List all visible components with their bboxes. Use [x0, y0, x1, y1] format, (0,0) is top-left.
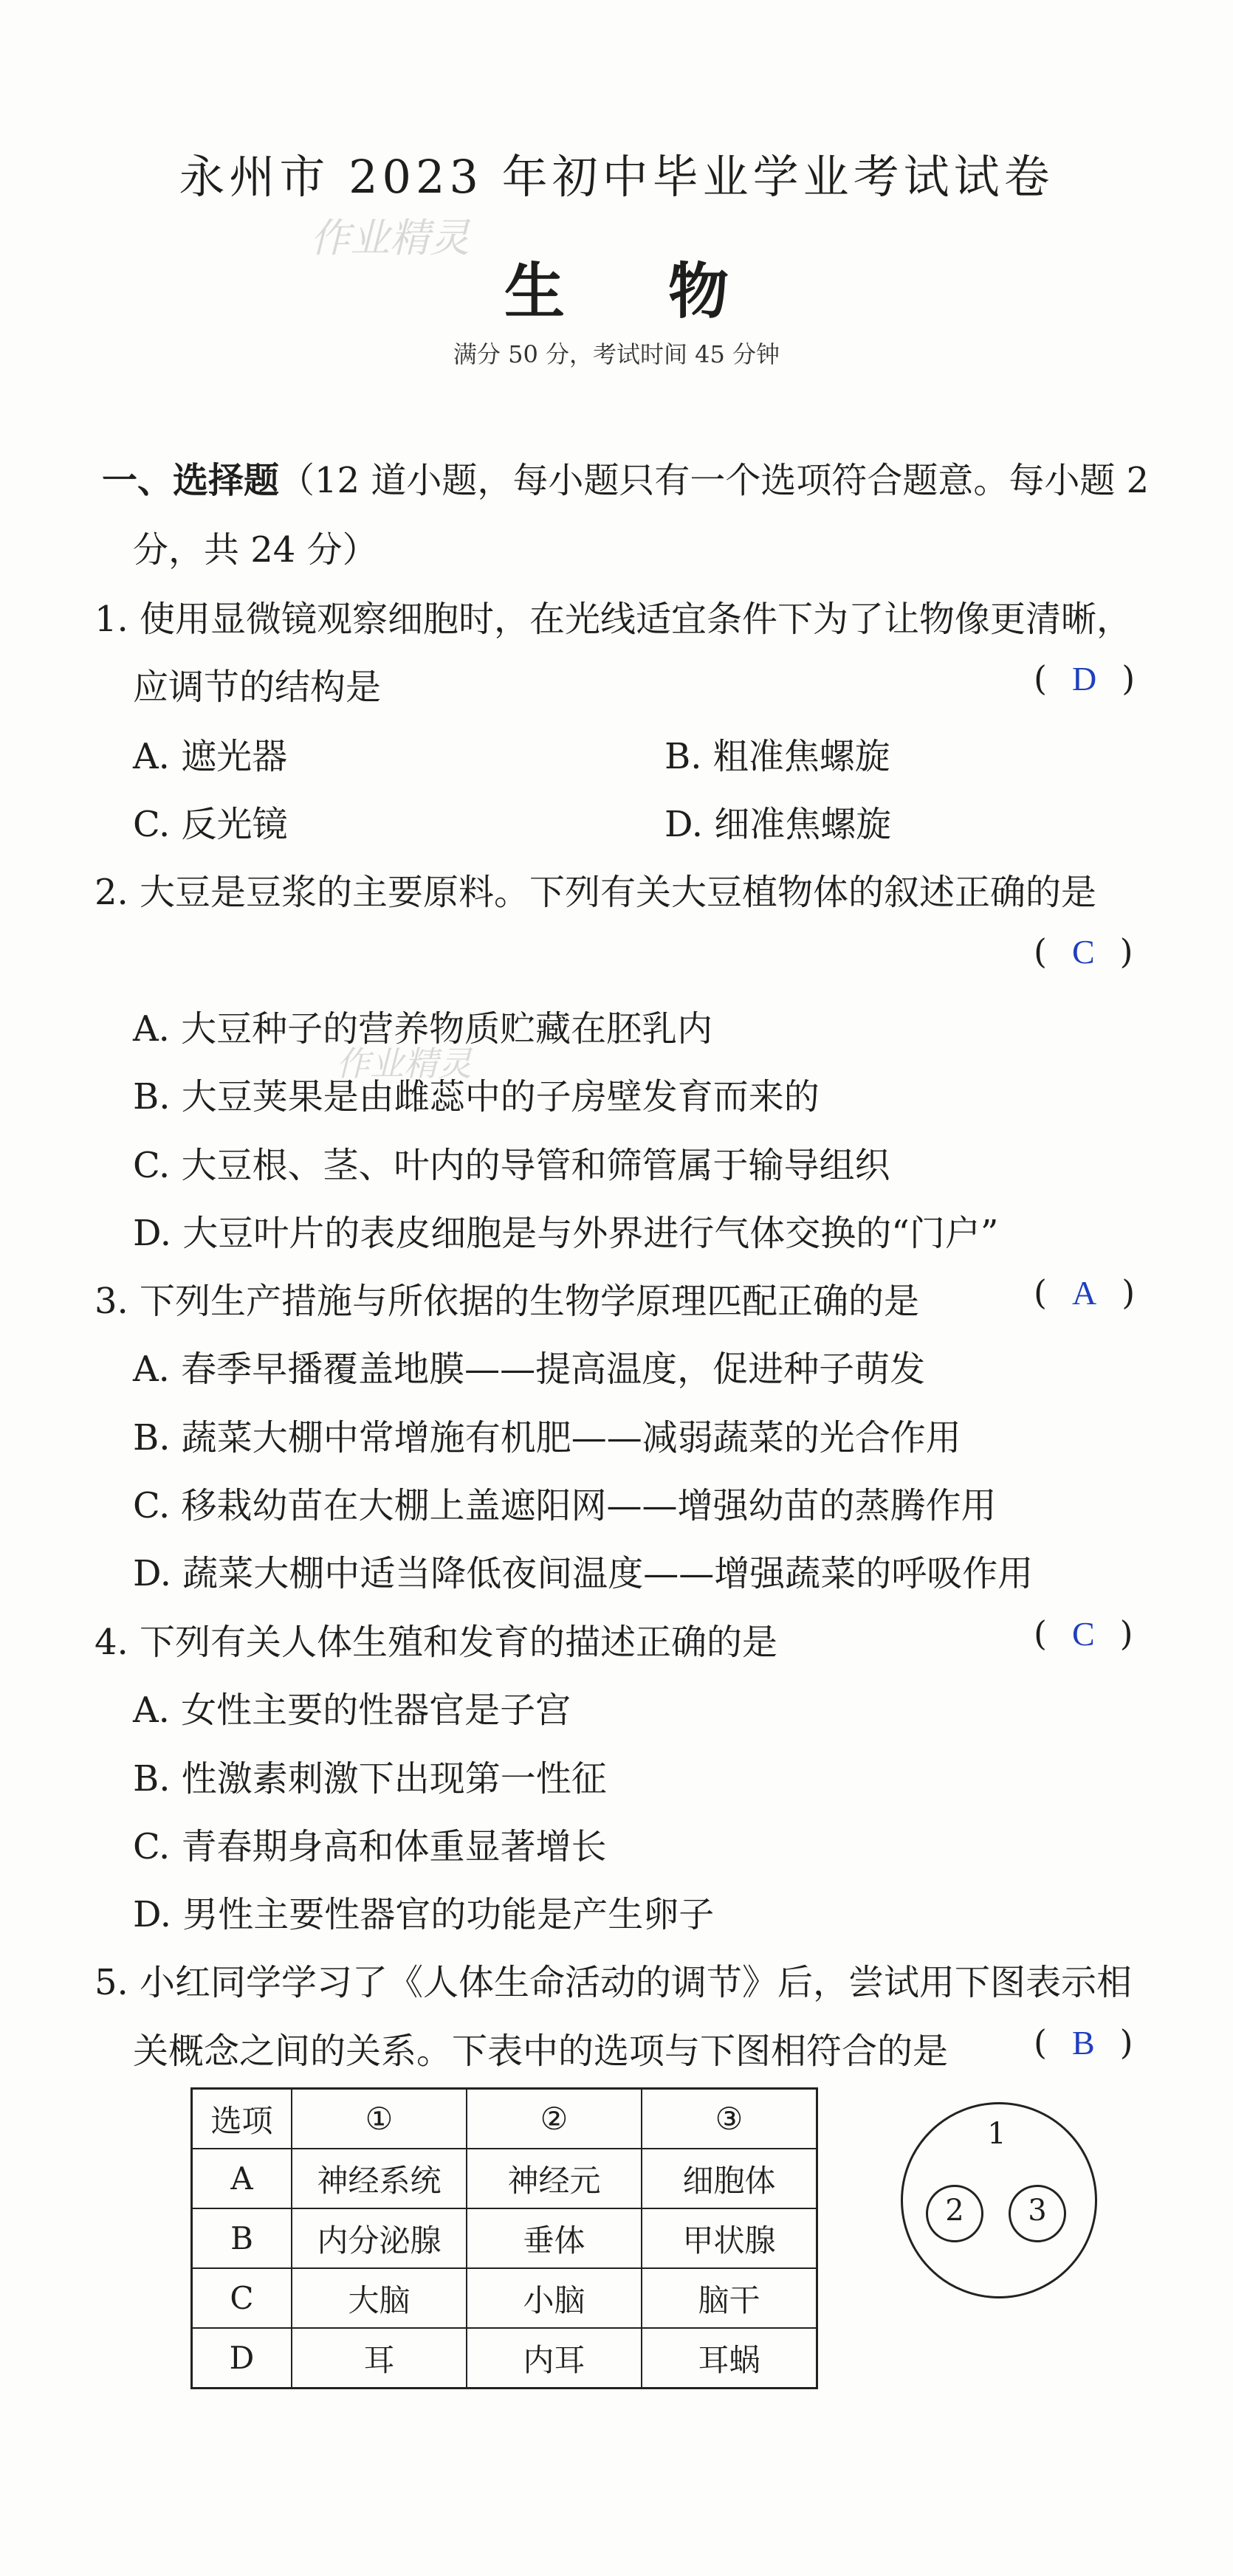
- diagram-label-1: 1: [987, 2117, 1006, 2151]
- q1-option-d: D. 细准焦螺旋: [664, 804, 892, 845]
- table-cell: 耳蜗: [642, 2328, 817, 2389]
- answer-value: C: [1071, 933, 1095, 971]
- answer-value: A: [1071, 1274, 1097, 1312]
- table-cell: C: [192, 2268, 292, 2328]
- q4-option-a: A. 女性主要的性器官是子宫: [133, 1690, 571, 1731]
- question-2-line-1: 2. 大豆是豆浆的主要原料。下列有关大豆植物体的叙述正确的是: [95, 872, 1097, 913]
- q3-option-d: D. 蔬菜大棚中适当降低夜间温度——增强蔬菜的呼吸作用: [133, 1553, 1034, 1594]
- section-desc-2: 分，共 24 分）: [133, 529, 378, 571]
- section-heading: [102, 452, 1149, 503]
- table-header-cell: 选项: [192, 2089, 292, 2149]
- table-row: [192, 2149, 817, 2208]
- q2-option-c: C. 大豆根、茎、叶内的导管和筛管属于输导组织: [133, 1145, 890, 1186]
- watermark: 作业精灵: [310, 215, 470, 261]
- diagram-label-2: 2: [945, 2194, 964, 2228]
- section-desc-1: （12 道小题，每小题只有一个选项符合题意。每小题 2: [279, 460, 1150, 501]
- table-cell: 内耳: [467, 2328, 642, 2389]
- table-cell: 细胞体: [642, 2149, 817, 2208]
- question-1-line-2: 应调节的结构是: [133, 667, 382, 708]
- question-5-line-1: 5. 小红同学学习了《人体生命活动的调节》后，尝试用下图表示相: [95, 1962, 1133, 2003]
- watermark-2: 作业精灵: [336, 1044, 472, 1084]
- table-header-cell: ③: [642, 2089, 817, 2149]
- question-1-line-1: 1. 使用显微镜观察细胞时，在光线适宜条件下为了让物像更清晰，: [95, 599, 1133, 640]
- q2-option-b: B. 大豆荚果是由雌蕊中的子房壁发育而来的: [133, 1076, 820, 1117]
- q2-option-a: A. 大豆种子的营养物质贮藏在胚乳内: [133, 1008, 713, 1050]
- table-cell: 脑干: [642, 2268, 817, 2328]
- table-cell: 大脑: [292, 2268, 467, 2328]
- q1-option-b: B. 粗准焦螺旋: [664, 736, 890, 777]
- section-label: 一、选择题: [102, 460, 280, 501]
- diagram-label-3: 3: [1028, 2194, 1047, 2228]
- question-5-answer: ( B ): [1034, 2022, 1133, 2062]
- table-cell: D: [192, 2328, 292, 2389]
- options-table: [190, 2087, 818, 2389]
- q3-option-b: B. 蔬菜大棚中常增施有机肥——减弱蔬菜的光合作用: [133, 1417, 961, 1459]
- question-4-line-1: 4. 下列有关人体生殖和发育的描述正确的是: [95, 1622, 778, 1663]
- table-cell: 甲状腺: [642, 2208, 817, 2268]
- answer-value: D: [1071, 660, 1097, 698]
- question-2-answer: ( C ): [1034, 931, 1133, 971]
- answer-value: B: [1071, 2024, 1095, 2062]
- table-header-row: [192, 2089, 817, 2149]
- table-cell: 耳: [292, 2328, 467, 2389]
- table-cell: B: [192, 2208, 292, 2268]
- table-cell: A: [192, 2149, 292, 2208]
- answer-value: C: [1071, 1615, 1095, 1653]
- question-3-answer: ( A ): [1034, 1272, 1136, 1312]
- question-5-line-2: 关概念之间的关系。下表中的选项与下图相符合的是: [133, 2031, 949, 2072]
- question-1-answer: ( D ): [1034, 658, 1136, 698]
- table-header-cell: ①: [292, 2089, 467, 2149]
- q3-option-c: C. 移栽幼苗在大棚上盖遮阳网——增强幼苗的蒸腾作用: [133, 1485, 997, 1526]
- subject-title: [0, 244, 1233, 330]
- exam-info: 满分 50 分，考试时间 45 分钟: [453, 340, 780, 368]
- exam-title: 永州市 2023 年初中毕业学业考试试卷: [179, 150, 1054, 204]
- subject-char-2: 物: [668, 256, 729, 327]
- table-row: [192, 2328, 817, 2389]
- q1-option-c: C. 反光镜: [133, 804, 288, 845]
- q3-option-a: A. 春季早播覆盖地膜——提高温度，促进种子萌发: [133, 1349, 926, 1390]
- table-cell: 神经系统: [292, 2149, 467, 2208]
- question-3-line-1: 3. 下列生产措施与所依据的生物学原理匹配正确的是: [95, 1281, 920, 1322]
- table-cell: 小脑: [467, 2268, 642, 2328]
- table-row: [192, 2268, 817, 2328]
- question-4-answer: ( C ): [1034, 1614, 1133, 1653]
- subject-char-1: 生: [504, 256, 565, 327]
- q4-option-c: C. 青春期身高和体重显著增长: [133, 1826, 607, 1867]
- table-cell: 神经元: [467, 2149, 642, 2208]
- q4-option-b: B. 性激素刺激下出现第一性征: [133, 1758, 607, 1800]
- q1-option-a: A. 遮光器: [133, 736, 288, 777]
- table-header-cell: ②: [467, 2089, 642, 2149]
- table-row: [192, 2208, 817, 2268]
- table-cell: 内分泌腺: [292, 2208, 467, 2268]
- q4-option-d: D. 男性主要性器官的功能是产生卵子: [133, 1894, 715, 1935]
- q2-option-d: D. 大豆叶片的表皮细胞是与外界进行气体交换的“门户”: [133, 1213, 999, 1254]
- table-cell: 垂体: [467, 2208, 642, 2268]
